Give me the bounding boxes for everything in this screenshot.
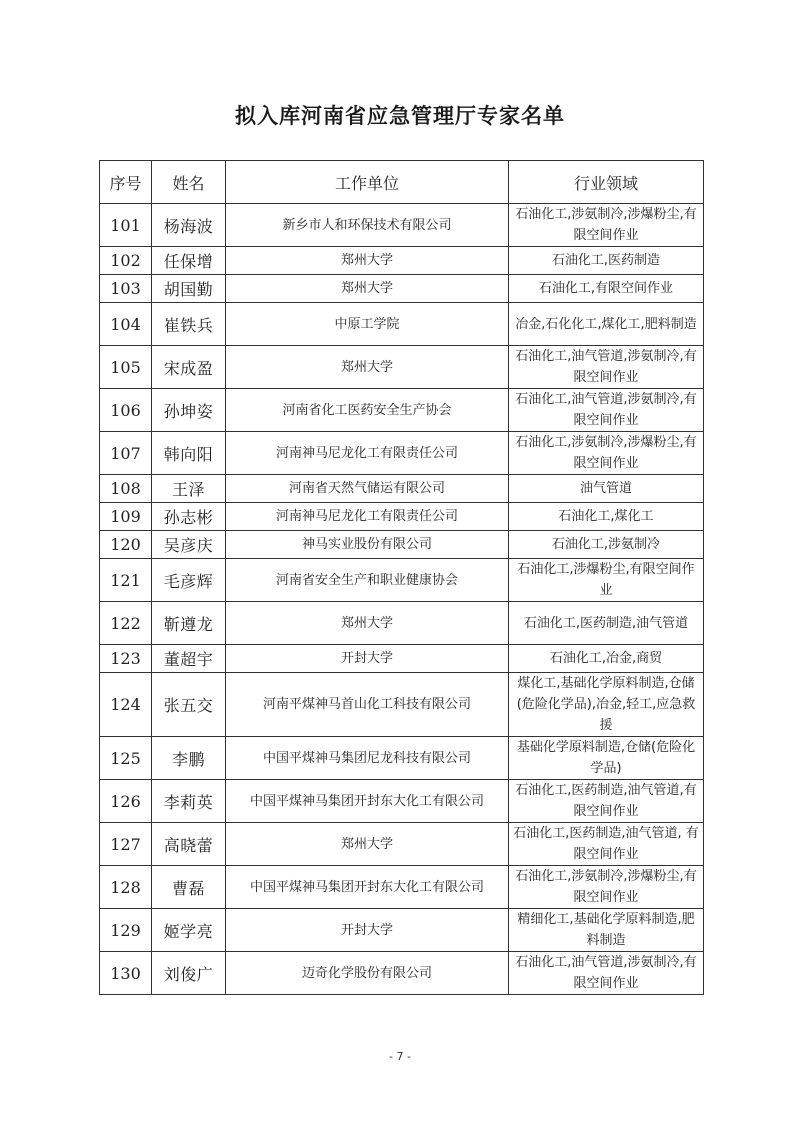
table-row [100, 909, 704, 952]
expert-name-cell: 董超宇 [152, 645, 226, 673]
table-row [100, 204, 704, 247]
table-row [100, 952, 704, 995]
serial-number-cell: 126 [100, 780, 152, 823]
serial-number-cell: 122 [100, 602, 152, 645]
industry-field-cell: 石油化工,涉氨制冷,涉爆粉尘,有限空间作业 [509, 432, 704, 475]
industry-field-cell: 石油化工,涉爆粉尘,有限空间作业 [509, 559, 704, 602]
serial-number-cell: 105 [100, 346, 152, 389]
table-row [100, 247, 704, 275]
work-unit-cell: 河南省安全生产和职业健康协会 [226, 559, 509, 602]
industry-field-cell: 石油化工,医药制造,油气管道 [509, 602, 704, 645]
work-unit-cell: 中国平煤神马集团尼龙科技有限公司 [226, 737, 509, 780]
work-unit-cell: 河南神马尼龙化工有限责任公司 [226, 503, 509, 531]
expert-name-cell: 任保增 [152, 247, 226, 275]
work-unit-cell: 郑州大学 [226, 346, 509, 389]
table-row [100, 673, 704, 737]
serial-number-cell: 106 [100, 389, 152, 432]
work-unit-cell: 新乡市人和环保技术有限公司 [226, 204, 509, 247]
industry-field-cell: 石油化工,医药制造,油气管道,有限空间作业 [509, 780, 704, 823]
industry-field-cell: 石油化工,有限空间作业 [509, 275, 704, 303]
serial-number-cell: 124 [100, 673, 152, 737]
table-header-row [100, 161, 704, 204]
expert-name-cell: 韩向阳 [152, 432, 226, 475]
work-unit-cell: 中国平煤神马集团开封东大化工有限公司 [226, 866, 509, 909]
table-row [100, 780, 704, 823]
header-serial-number: 序号 [100, 161, 152, 204]
work-unit-cell: 河南神马尼龙化工有限责任公司 [226, 432, 509, 475]
industry-field-cell: 石油化工,涉氨制冷 [509, 531, 704, 559]
industry-field-cell: 基础化学原料制造,仓储(危险化学品) [509, 737, 704, 780]
table-row [100, 823, 704, 866]
serial-number-cell: 127 [100, 823, 152, 866]
expert-name-cell: 刘俊广 [152, 952, 226, 995]
table-row [100, 432, 704, 475]
table-row [100, 503, 704, 531]
expert-roster-table [99, 160, 704, 995]
table-row [100, 866, 704, 909]
header-industry-field: 行业领域 [509, 161, 704, 204]
industry-field-cell: 精细化工,基础化学原料制造,肥料制造 [509, 909, 704, 952]
expert-name-cell: 孙坤姿 [152, 389, 226, 432]
industry-field-cell: 石油化工,医药制造,油气管道, 有限空间作业 [509, 823, 704, 866]
serial-number-cell: 128 [100, 866, 152, 909]
expert-name-cell: 张五交 [152, 673, 226, 737]
table-row [100, 346, 704, 389]
serial-number-cell: 120 [100, 531, 152, 559]
serial-number-cell: 121 [100, 559, 152, 602]
industry-field-cell: 石油化工,煤化工 [509, 503, 704, 531]
expert-name-cell: 毛彦辉 [152, 559, 226, 602]
expert-name-cell: 胡国勤 [152, 275, 226, 303]
serial-number-cell: 107 [100, 432, 152, 475]
work-unit-cell: 郑州大学 [226, 823, 509, 866]
table-row [100, 531, 704, 559]
page-title: 拟入库河南省应急管理厅专家名单 [235, 104, 565, 128]
expert-name-cell: 崔铁兵 [152, 303, 226, 346]
table-row [100, 475, 704, 503]
serial-number-cell: 108 [100, 475, 152, 503]
table-row [100, 737, 704, 780]
industry-field-cell: 石油化工,油气管道,涉氨制冷,有限空间作业 [509, 346, 704, 389]
expert-name-cell: 杨海波 [152, 204, 226, 247]
industry-field-cell: 石油化工,涉氨制冷,涉爆粉尘,有限空间作业 [509, 866, 704, 909]
work-unit-cell: 郑州大学 [226, 602, 509, 645]
expert-name-cell: 宋成盈 [152, 346, 226, 389]
work-unit-cell: 河南省化工医药安全生产协会 [226, 389, 509, 432]
table-row [100, 389, 704, 432]
expert-name-cell: 靳遵龙 [152, 602, 226, 645]
expert-name-cell: 姬学亮 [152, 909, 226, 952]
expert-name-cell: 王泽 [152, 475, 226, 503]
work-unit-cell: 神马实业股份有限公司 [226, 531, 509, 559]
work-unit-cell: 开封大学 [226, 645, 509, 673]
table-row [100, 559, 704, 602]
industry-field-cell: 石油化工,油气管道,涉氨制冷,有限空间作业 [509, 952, 704, 995]
page-number: - 7 - [389, 1050, 411, 1063]
industry-field-cell: 石油化工,涉氨制冷,涉爆粉尘,有限空间作业 [509, 204, 704, 247]
serial-number-cell: 101 [100, 204, 152, 247]
serial-number-cell: 129 [100, 909, 152, 952]
work-unit-cell: 开封大学 [226, 909, 509, 952]
industry-field-cell: 油气管道 [509, 475, 704, 503]
expert-name-cell: 孙志彬 [152, 503, 226, 531]
work-unit-cell: 河南省天然气储运有限公司 [226, 475, 509, 503]
expert-name-cell: 吴彦庆 [152, 531, 226, 559]
industry-field-cell: 煤化工,基础化学原料制造,仓储(危险化学品),冶金,轻工,应急救援 [509, 673, 704, 737]
serial-number-cell: 125 [100, 737, 152, 780]
serial-number-cell: 130 [100, 952, 152, 995]
serial-number-cell: 102 [100, 247, 152, 275]
industry-field-cell: 石油化工,油气管道,涉氨制冷,有限空间作业 [509, 389, 704, 432]
expert-name-cell: 李鹏 [152, 737, 226, 780]
table-row [100, 275, 704, 303]
serial-number-cell: 104 [100, 303, 152, 346]
serial-number-cell: 109 [100, 503, 152, 531]
table-row [100, 602, 704, 645]
work-unit-cell: 河南平煤神马首山化工科技有限公司 [226, 673, 509, 737]
expert-name-cell: 曹磊 [152, 866, 226, 909]
industry-field-cell: 石油化工,冶金,商贸 [509, 645, 704, 673]
table-row [100, 645, 704, 673]
header-name: 姓名 [152, 161, 226, 204]
header-work-unit: 工作单位 [226, 161, 509, 204]
expert-name-cell: 李莉英 [152, 780, 226, 823]
serial-number-cell: 103 [100, 275, 152, 303]
work-unit-cell: 中原工学院 [226, 303, 509, 346]
industry-field-cell: 冶金,石化化工,煤化工,肥料制造 [509, 303, 704, 346]
work-unit-cell: 郑州大学 [226, 275, 509, 303]
industry-field-cell: 石油化工,医药制造 [509, 247, 704, 275]
work-unit-cell: 郑州大学 [226, 247, 509, 275]
work-unit-cell: 迈奇化学股份有限公司 [226, 952, 509, 995]
serial-number-cell: 123 [100, 645, 152, 673]
table-row [100, 303, 704, 346]
expert-name-cell: 高晓蕾 [152, 823, 226, 866]
work-unit-cell: 中国平煤神马集团开封东大化工有限公司 [226, 780, 509, 823]
